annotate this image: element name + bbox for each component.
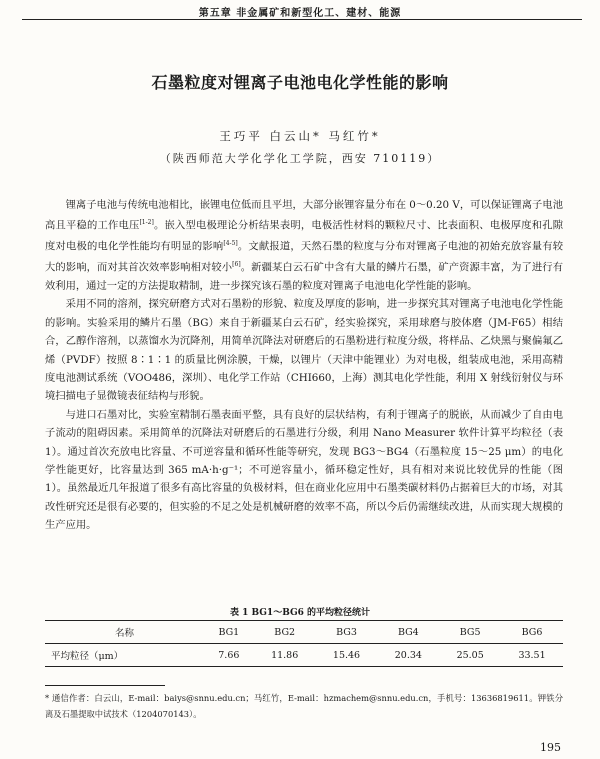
footnote-rule	[45, 685, 165, 686]
citation: [1-2]	[139, 219, 154, 227]
paragraph-1: 锂离子电池与传统电池相比，嵌锂电位低而且平坦，大部分嵌锂容量分布在 0～0.20 V，可以保证锂离子电池高且平稳的工作电压[1-2]。嵌入型电极理论分析结果表明，电极活性材料的颗粒尺寸、比表面积、电极厚度和孔隙度对电极的电化学性能均有明显的影响[4-5]。文献报道，天然石墨的粒度与分布对锂离子电池的初始充放容量有较大的影响，而对其首次效率影响相对较小[6]。新疆某白云石矿中含有大量的鳞片石墨，矿产资源丰富，为了进行有效利用，通过一定的方法提取精制，进一步探究该石墨的粒度对锂离子电池电化学性能的影响。	[45, 199, 564, 292]
table-cell: 33.51	[518, 649, 546, 661]
paragraph-2: 采用不同的溶剂，探究研磨方式对石墨粉的形貌、粒度及厚度的影响，进一步探究其对锂离子电池电化学性能的影响。实验采用的鳞片石墨（BG）来自于新疆某白云石矿，经实验探究，采用球磨与胶体磨（JM-F65）相结合，乙醇作溶剂，以蒸馏水为沉降剂，用简单沉降法对研磨后的石墨粉进行粒度分级，将样品、乙炔黑与聚偏氟乙烯（PVDF）按照 8∶1∶1 的质量比例涂膜，干燥，以锂片（天津中能锂业）为对电极，组装成电池，采用高精度电池测试系统（VOO486，深圳）、电化学工作站（CHI660，上海）测其电化学性能，利用 X 射线衍射仪与环境扫描电子显微镜表征结构与形貌。	[45, 298, 563, 403]
header-rule	[22, 19, 582, 20]
table-caption: 表 1 BG1～BG6 的平均粒径统计	[229, 608, 371, 618]
citation: [4-5]	[223, 240, 238, 248]
authors: 王巧平 白云山* 马红竹*	[219, 129, 381, 143]
table-header-cell: BG3	[336, 626, 357, 638]
particle-size-table	[45, 620, 563, 667]
table-cell: 7.66	[218, 649, 240, 661]
citation: [6]	[232, 261, 241, 269]
table-header-cell: BG6	[521, 626, 543, 638]
paper-title: 石墨粒度对锂离子电池电化学性能的影响	[151, 73, 449, 92]
paragraph-3: 与进口石墨对比，实验室精制石墨表面平整，具有良好的层状结构，有利于锂离子的脱嵌，从而减少了自由电子流动的阻碍因素。采用简单的沉降法对研磨后的石墨进行分级，利用 Nano Measurer 软件计算平均粒径（表 1）。通过首次充放电比容量、不可逆容量和循环性能等研究，发现 BG3～BG4（石墨粒度 15～25 μm）的电化学性能更好，比容量达到 365 mA·h·g⁻¹；不可逆容量小，循环稳定性好，具有相对来说比较优异的性能（图 1）。虽然最近几年报道了很多有高比容量的负极材料，但在商业化应用中石墨类碳材料仍占据着巨大的市场，对其改性研究还是很有必要的，但实验的不足之处是机械研磨的效率不高，所以今后仍需继续改进，从而实现大规模的生产应用。	[45, 408, 563, 532]
table-cell: 15.46	[332, 649, 361, 661]
running-head: 第五章 非金属矿和新型化工、建材、能源	[198, 8, 402, 19]
table-row-label: 平均粒径（μm）	[51, 651, 124, 662]
affiliation: （陕西师范大学化学化工学院，西安 710119）	[159, 152, 441, 165]
table-header-row	[45, 621, 563, 644]
table-header-cell: BG4	[397, 626, 419, 638]
table-row	[45, 644, 563, 667]
body-text	[45, 196, 563, 535]
table-cell: 25.05	[456, 649, 484, 661]
table-header-cell: BG1	[218, 626, 240, 638]
table-header-cell: BG2	[274, 626, 296, 638]
footnote: * 通信作者：白云山，E-mail：baiys@snnu.edu.cn；马红竹，E-mail：hzmachem@snnu.edu.cn，手机号：13636819611。钾铁分离及石墨提取中试技术（1204070143）。	[45, 693, 563, 719]
table-header-cell: BG5	[459, 626, 481, 638]
page-number: 195	[540, 741, 561, 754]
table-header-cell: 名称	[114, 628, 134, 639]
table-cell: 20.34	[394, 649, 422, 661]
table-cell: 11.86	[271, 649, 299, 661]
